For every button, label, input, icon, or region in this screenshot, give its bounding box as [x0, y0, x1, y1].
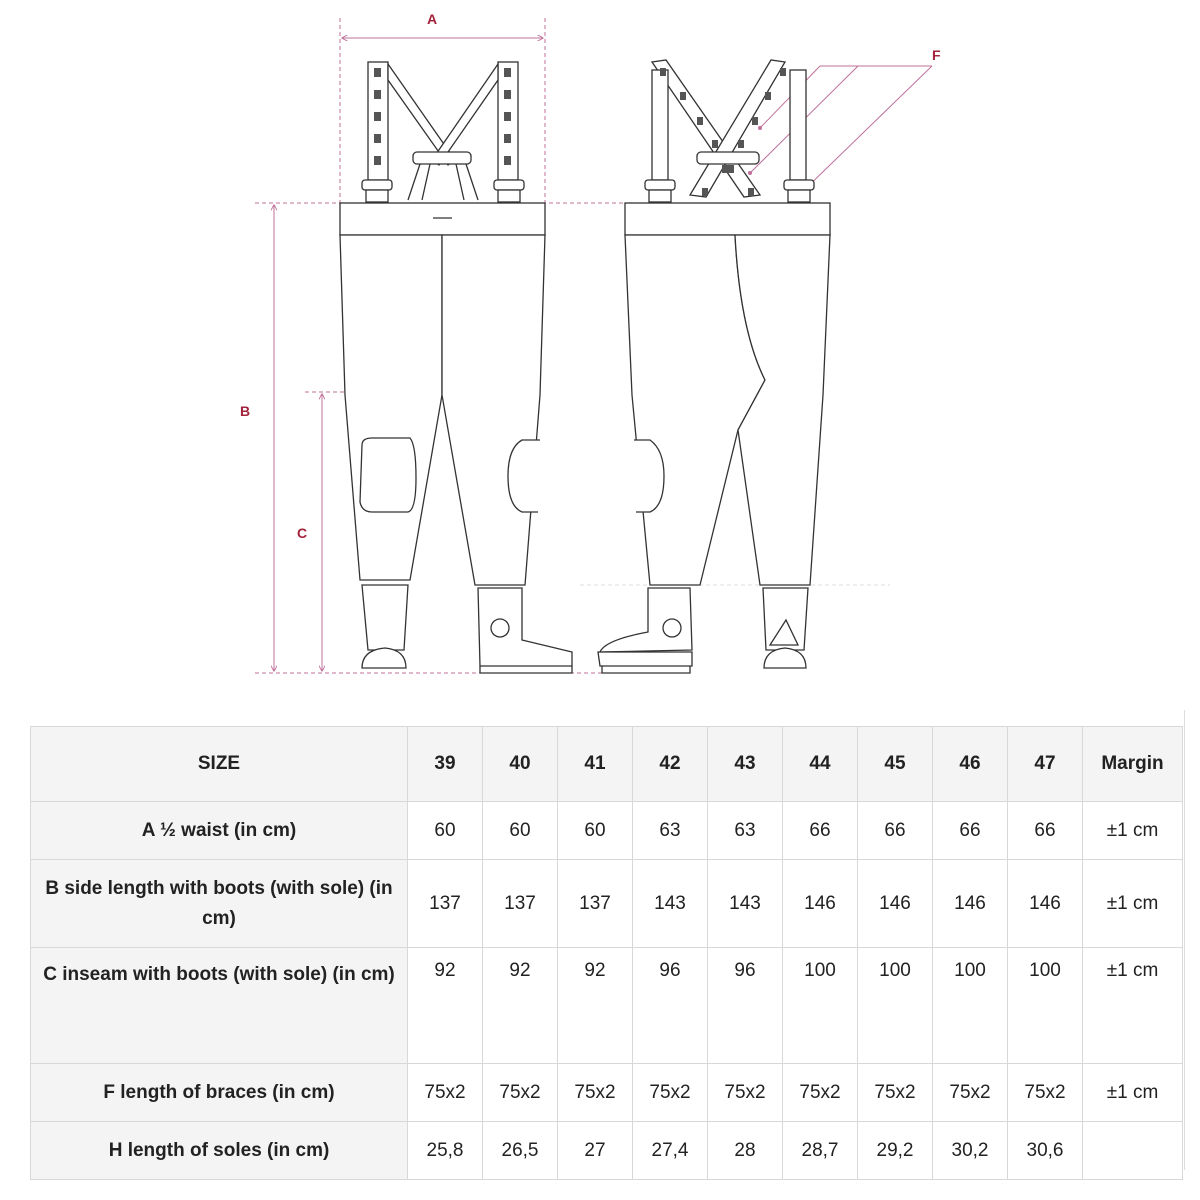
table-cell: 66 [783, 802, 858, 860]
table-cell: 137 [483, 860, 558, 948]
table-cell: 63 [633, 802, 708, 860]
table-cell: 75x2 [933, 1064, 1008, 1122]
header-size-42: 42 [633, 727, 708, 802]
margin-cell: ±1 cm [1083, 948, 1183, 1064]
table-cell: 96 [708, 948, 783, 1064]
table-cell: 143 [633, 860, 708, 948]
label-c: C [297, 525, 308, 541]
margin-cell: ±1 cm [1083, 860, 1183, 948]
table-cell: 30,6 [1008, 1122, 1083, 1180]
table-cell: 96 [633, 948, 708, 1064]
header-size-40: 40 [483, 727, 558, 802]
table-cell: 100 [933, 948, 1008, 1064]
table-cell: 60 [408, 802, 483, 860]
table-cell: 27,4 [633, 1122, 708, 1180]
table-row [31, 948, 1183, 1064]
table-cell: 92 [483, 948, 558, 1064]
label-f: F [932, 47, 941, 63]
margin-cell [1083, 1122, 1183, 1180]
table-cell: 25,8 [408, 1122, 483, 1180]
row-label-waist: A ½ waist (in cm) [31, 802, 408, 860]
row-label-side-length: B side length with boots (with sole) (in cm) [31, 860, 408, 948]
table-cell: 63 [708, 802, 783, 860]
header-size-41: 41 [558, 727, 633, 802]
header-size-47: 47 [1008, 727, 1083, 802]
header-size-39: 39 [408, 727, 483, 802]
table-cell: 28,7 [783, 1122, 858, 1180]
table-cell: 66 [933, 802, 1008, 860]
table-cell: 30,2 [933, 1122, 1008, 1180]
table-cell: 137 [558, 860, 633, 948]
table-row [31, 1064, 1183, 1122]
table-cell: 100 [1008, 948, 1083, 1064]
header-size-46: 46 [933, 727, 1008, 802]
row-label-braces: F length of braces (in cm) [31, 1064, 408, 1122]
table-cell: 66 [1008, 802, 1083, 860]
table-cell: 146 [933, 860, 1008, 948]
table-cell: 75x2 [558, 1064, 633, 1122]
table-row [31, 860, 1183, 948]
label-a: A [427, 11, 438, 27]
table-cell: 143 [708, 860, 783, 948]
table-cell: 60 [558, 802, 633, 860]
header-margin: Margin [1083, 727, 1183, 802]
row-label-inseam: C inseam with boots (with sole) (in cm) [31, 948, 408, 1064]
table-row [31, 802, 1183, 860]
margin-cell: ±1 cm [1083, 802, 1183, 860]
table-cell: 75x2 [783, 1064, 858, 1122]
page-edge-line [1184, 710, 1185, 1170]
size-table [30, 726, 1183, 1180]
table-cell: 75x2 [708, 1064, 783, 1122]
table-cell: 75x2 [408, 1064, 483, 1122]
table-cell: 75x2 [1008, 1064, 1083, 1122]
row-label-soles: H length of soles (in cm) [31, 1122, 408, 1180]
table-cell: 28 [708, 1122, 783, 1180]
waders-front-view [340, 62, 572, 673]
header-size: SIZE [31, 727, 408, 802]
table-cell: 100 [783, 948, 858, 1064]
table-cell: 146 [1008, 860, 1083, 948]
table-cell: 137 [408, 860, 483, 948]
header-size-44: 44 [783, 727, 858, 802]
table-cell: 66 [858, 802, 933, 860]
table-cell: 146 [783, 860, 858, 948]
table-cell: 60 [483, 802, 558, 860]
header-size-45: 45 [858, 727, 933, 802]
table-cell: 29,2 [858, 1122, 933, 1180]
table-cell: 146 [858, 860, 933, 948]
table-cell: 100 [858, 948, 933, 1064]
margin-cell: ±1 cm [1083, 1064, 1183, 1122]
header-size-43: 43 [708, 727, 783, 802]
table-cell: 75x2 [483, 1064, 558, 1122]
table-cell: 92 [558, 948, 633, 1064]
table-cell: 75x2 [858, 1064, 933, 1122]
waders-back-view [598, 60, 830, 673]
table-cell: 27 [558, 1122, 633, 1180]
label-b: B [240, 403, 251, 419]
table-cell: 92 [408, 948, 483, 1064]
table-cell: 26,5 [483, 1122, 558, 1180]
table-header-row [31, 727, 1183, 802]
table-cell: 75x2 [633, 1064, 708, 1122]
table-row [31, 1122, 1183, 1180]
